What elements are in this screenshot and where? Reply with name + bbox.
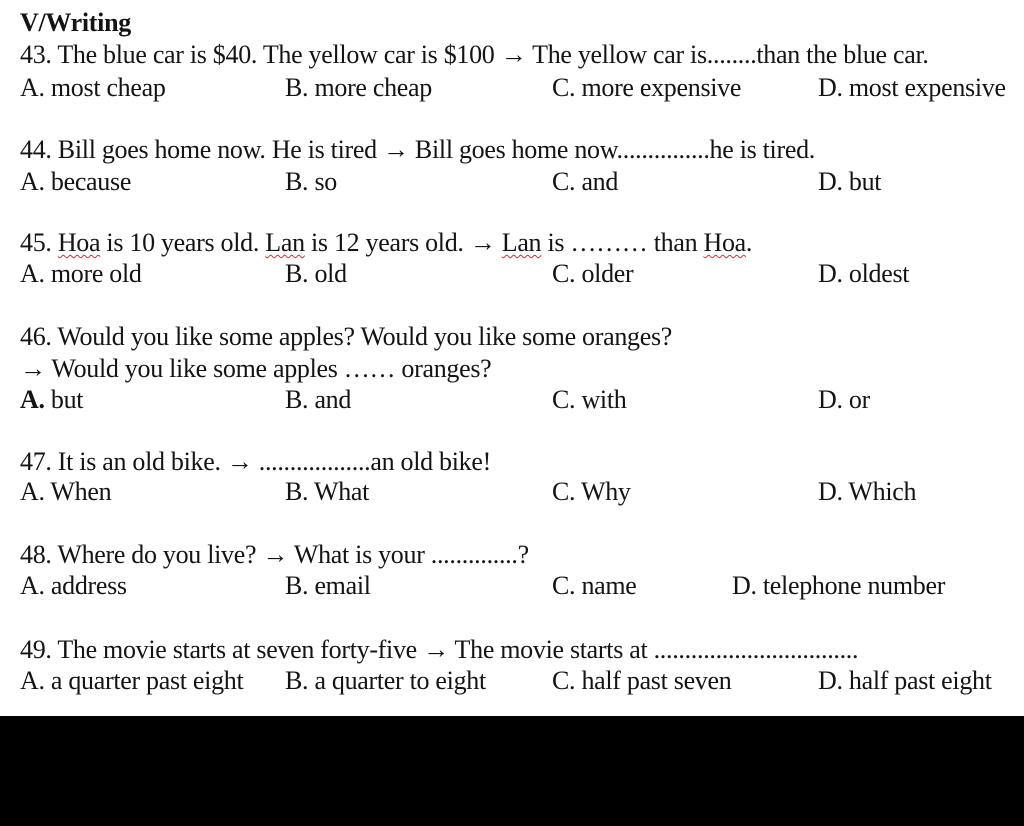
q45-option-a: A. more old: [20, 259, 142, 288]
q49-option-a: A. a quarter past eight: [20, 666, 244, 695]
q45-option-c: C. older: [552, 259, 634, 288]
q45-end: .: [745, 228, 753, 257]
q45-name-hoa-2: Hoa: [703, 228, 746, 257]
q47-option-d: D. Which: [818, 477, 917, 506]
section-title: V/Writing: [20, 8, 131, 37]
q45-option-d: D. oldest: [818, 259, 910, 288]
q47-option-c: C. Why: [552, 477, 631, 506]
q45-mid-3: is ……… than: [541, 228, 704, 257]
q43-option-d: D. most expensive: [818, 73, 1006, 102]
q46-option-a: [20, 385, 83, 415]
question-45-text: [20, 228, 752, 258]
q44-option-b: B. so: [285, 167, 337, 196]
q47-option-a: A. When: [20, 477, 112, 506]
q46-option-d: D. or: [818, 385, 870, 414]
question-49-text: 49. The movie starts at seven forty-five → The movie starts at .................................: [20, 635, 859, 664]
q47-option-b: B. What: [285, 477, 370, 506]
q45-name-lan-2: Lan: [501, 228, 542, 257]
bottom-black-band: [0, 716, 1024, 826]
q46-option-a-text: but: [44, 385, 84, 414]
q45-option-b: B. old: [285, 259, 347, 288]
q46-option-a-letter: A.: [20, 385, 45, 414]
q49-option-c: C. half past seven: [552, 666, 732, 695]
q43-option-b: B. more cheap: [285, 73, 432, 102]
q48-option-b: B. email: [285, 571, 371, 600]
q48-option-d: D. telephone number: [732, 571, 946, 600]
q46-option-c: C. with: [552, 385, 627, 414]
question-43-text: 43. The blue car is $40. The yellow car is $100 → The yellow car is........than the blue car.: [20, 40, 929, 69]
q46-option-b: B. and: [285, 385, 352, 414]
q43-option-a: A. most cheap: [20, 73, 166, 102]
q45-number: 45.: [20, 228, 58, 257]
question-47-text: 47. It is an old bike. → ..................an old bike!: [20, 447, 491, 476]
q45-name-lan: Lan: [265, 228, 305, 257]
q45-name-hoa: Hoa: [57, 228, 101, 257]
q45-mid-1: is 10 years old.: [100, 228, 266, 257]
q49-option-d: D. half past eight: [818, 666, 992, 695]
question-48-text: 48. Where do you live? → What is your ..............?: [20, 540, 529, 569]
q44-option-d: D. but: [818, 167, 882, 196]
q45-mid-2: is 12 years old. →: [304, 228, 502, 257]
q48-option-a: A. address: [20, 571, 127, 600]
q43-option-c: C. more expensive: [552, 73, 742, 102]
q49-option-b: B. a quarter to eight: [285, 666, 486, 695]
question-46-text: 46. Would you like some apples? Would you like some oranges?: [20, 322, 673, 351]
q48-option-c: C. name: [552, 571, 637, 600]
question-46-text-2: → Would you like some apples …… oranges?: [20, 354, 492, 383]
q44-option-a: A. because: [20, 167, 132, 196]
q44-option-c: C. and: [552, 167, 619, 196]
question-44-text: 44. Bill goes home now. He is tired → Bill goes home now...............he is tired.: [20, 135, 815, 164]
